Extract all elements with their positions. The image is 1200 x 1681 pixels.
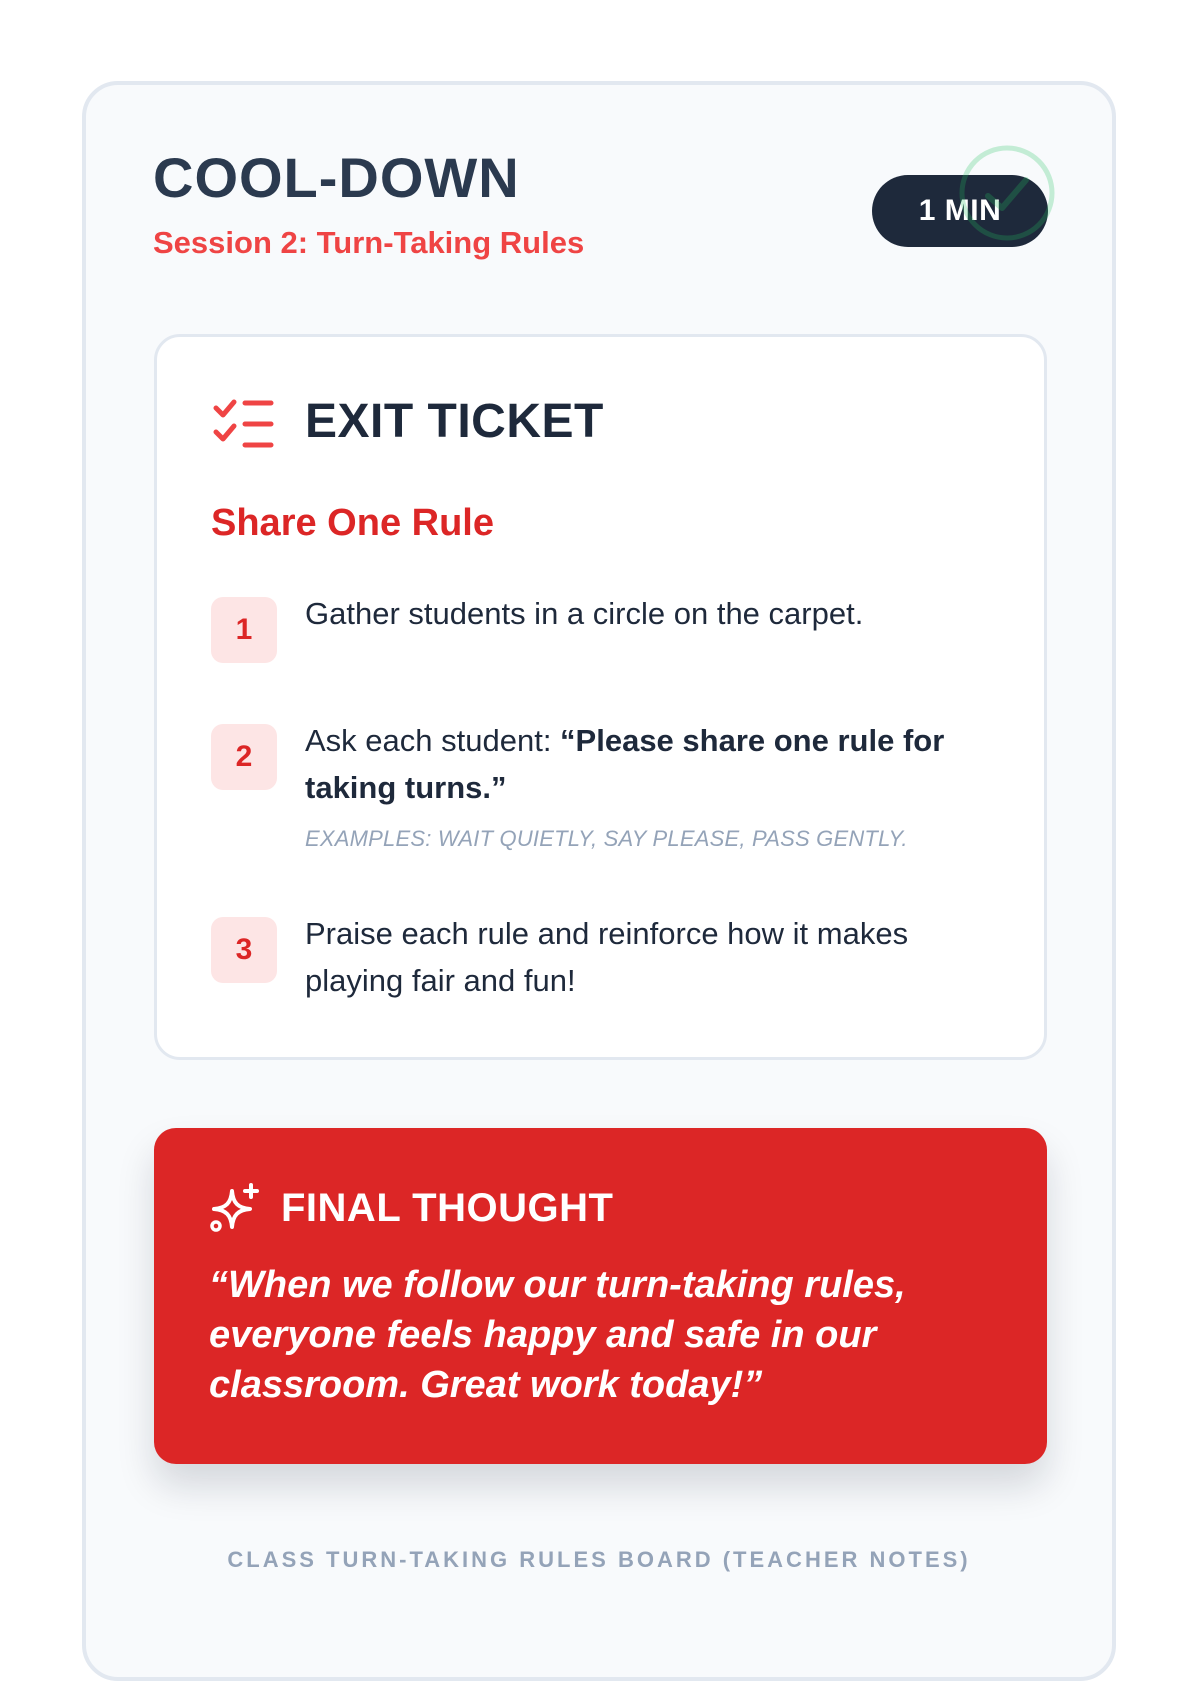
step-text-prefix: Ask each student:: [305, 723, 561, 758]
check-circle-icon: [958, 144, 1056, 242]
step-number-badge: 3: [211, 917, 277, 983]
sparkles-icon: [208, 1183, 260, 1233]
step-examples-note: EXAMPLES: WAIT QUIETLY, SAY PLEASE, PASS GENTLY.: [305, 826, 908, 851]
page-title: COOL-DOWN: [153, 146, 520, 209]
footer-label: CLASS TURN-TAKING RULES BOARD (TEACHER NOTES): [227, 1547, 971, 1572]
duration-badge: 1 MIN: [872, 175, 1048, 247]
final-thought-title: FINAL THOUGHT: [281, 1186, 614, 1230]
step-text: Gather students in a circle on the carpet.: [305, 596, 864, 631]
step-text: Praise each rule and reinforce how it makes playing fair and fun!: [305, 916, 909, 998]
final-thought-quote: “When we follow our turn-taking rules, everyone feels happy and safe in our classroom. Great work today!”: [209, 1264, 906, 1406]
step-question: “Please share one rule for taking turns.”: [305, 723, 945, 805]
checklist-icon: [213, 398, 275, 450]
session-subtitle: Session 2: Turn-Taking Rules: [153, 225, 585, 260]
exit-ticket-title: EXIT TICKET: [305, 395, 604, 448]
step-text: [305, 717, 1005, 811]
step-number-badge: 2: [211, 724, 277, 790]
section-title: Share One Rule: [211, 502, 494, 544]
step-number-badge: 1: [211, 597, 277, 663]
